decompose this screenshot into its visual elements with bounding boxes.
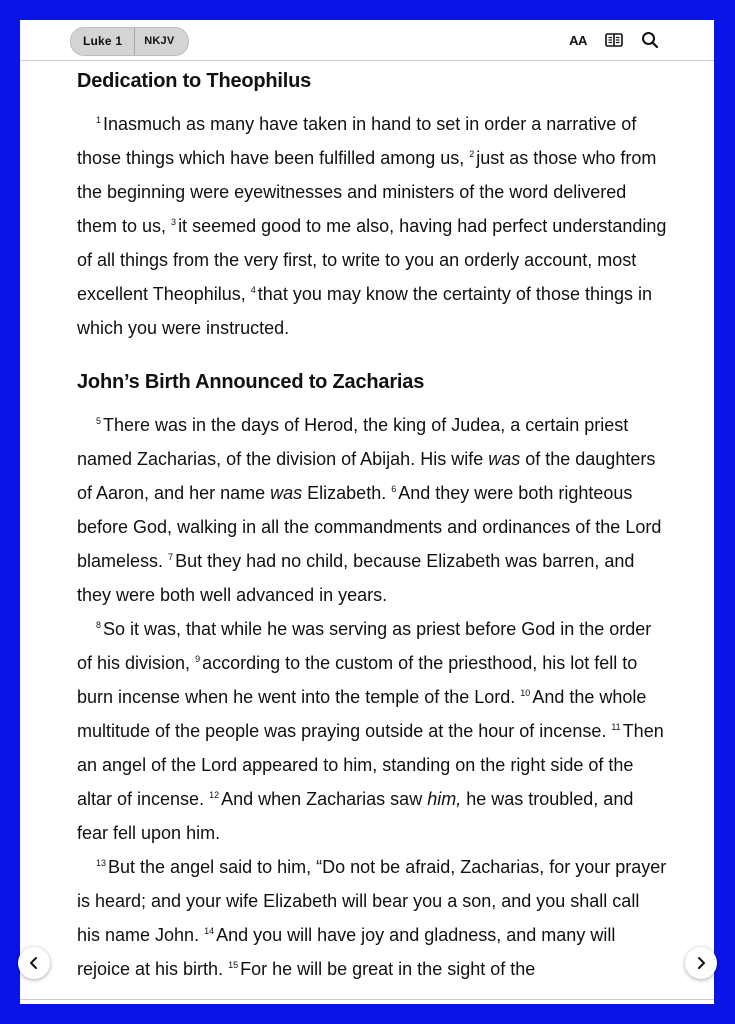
verse-number: 3	[171, 217, 177, 227]
paragraph	[77, 408, 667, 612]
reference-selector	[70, 27, 189, 56]
italic-word: was	[270, 483, 303, 503]
paragraph	[77, 612, 667, 850]
verse-number: 13	[96, 858, 107, 868]
search-icon[interactable]	[640, 30, 660, 50]
reader-screen	[20, 20, 714, 1004]
verse-number: 14	[204, 926, 215, 936]
verse-number: 1	[96, 115, 102, 125]
verse-text: just as those who from the beginning were eyewitnesses and ministers of the word delivered them to us,	[77, 148, 657, 236]
verse-text: So it was, that while he was serving as priest before God in the order of his division,	[77, 619, 652, 673]
text-size-label: AA	[569, 32, 587, 48]
verse-text: And they were both righteous before God, walking in all the commandments and ordinances of the Lord blameless.	[77, 483, 662, 571]
parallel-icon[interactable]	[604, 30, 624, 50]
verse-text: of the daughters of Aaron, and her name	[77, 449, 656, 503]
verse[interactable]	[228, 959, 535, 979]
verse-number: 10	[520, 688, 531, 698]
italic-word: him,	[427, 789, 462, 809]
verse-text: according to the custom of the priesthood, his lot fell to burn incense when he went into the temple of the Lord.	[77, 653, 638, 707]
version-button[interactable]: NKJV	[144, 35, 175, 47]
verse-text: it seemed good to me also, having had perfect understanding of all things from the very first, to write to you an orderly account, most excellent Theophilus,	[77, 216, 667, 304]
verse-number: 2	[469, 149, 475, 159]
chevron-left-icon	[27, 956, 41, 970]
section-heading: John’s Birth Announced to Zacharias	[77, 371, 425, 393]
book-chapter-button[interactable]: Luke 1	[83, 34, 123, 48]
paragraph	[77, 850, 667, 986]
next-chapter-button[interactable]	[685, 947, 717, 979]
verse-text: Elizabeth.	[302, 483, 392, 503]
bottom-divider	[20, 999, 714, 1000]
verse-number: 7	[168, 552, 174, 562]
verse-text: Inasmuch as many have taken in hand to set in order a narrative of those things which have been fulfilled among us,	[77, 114, 637, 168]
verse-number: 15	[228, 960, 239, 970]
text-size-icon[interactable]	[568, 30, 588, 50]
italic-word: was	[488, 449, 521, 469]
section-heading: Dedication to Theophilus	[77, 70, 312, 92]
verse-number: 11	[611, 722, 621, 732]
verse-number: 12	[209, 790, 220, 800]
previous-chapter-button[interactable]	[18, 947, 50, 979]
verse-text: There was in the days of Herod, the king of Judea, a certain priest named Zacharias, of the division of Abijah. His wife	[77, 415, 629, 469]
verse-text: But they had no child, because Elizabeth was barren, and they were both well advanced in years.	[77, 551, 635, 605]
verse-number: 8	[96, 620, 102, 630]
verse-text: And when Zacharias saw	[221, 789, 428, 809]
verse-number: 9	[195, 654, 201, 664]
top-toolbar	[20, 20, 714, 61]
chapter-text	[77, 66, 667, 986]
verse-text: And you will have joy and gladness, and many will rejoice at his birth.	[77, 925, 616, 979]
verse-number: 6	[391, 484, 397, 494]
chevron-right-icon	[694, 956, 708, 970]
verse-text: that you may know the certainty of those things in which you were instructed.	[77, 284, 653, 338]
verse-text: Then an angel of the Lord appeared to him, standing on the right side of the altar of incense.	[77, 721, 664, 809]
verse-number: 5	[96, 416, 102, 426]
paragraph	[77, 107, 667, 345]
verse-text: he was troubled, and fear fell upon him.	[77, 789, 634, 843]
verse-text: But the angel said to him, “Do not be afraid, Zacharias, for your prayer is heard; and your wife Elizabeth will bear you a son, and you shall call his name John.	[77, 857, 667, 945]
verse-text: For he will be great in the sight of the	[240, 959, 536, 979]
toolbar-icons	[568, 30, 660, 50]
verse-number: 4	[250, 285, 256, 295]
verse-text: And the whole multitude of the people was praying outside at the hour of incense.	[77, 687, 647, 741]
